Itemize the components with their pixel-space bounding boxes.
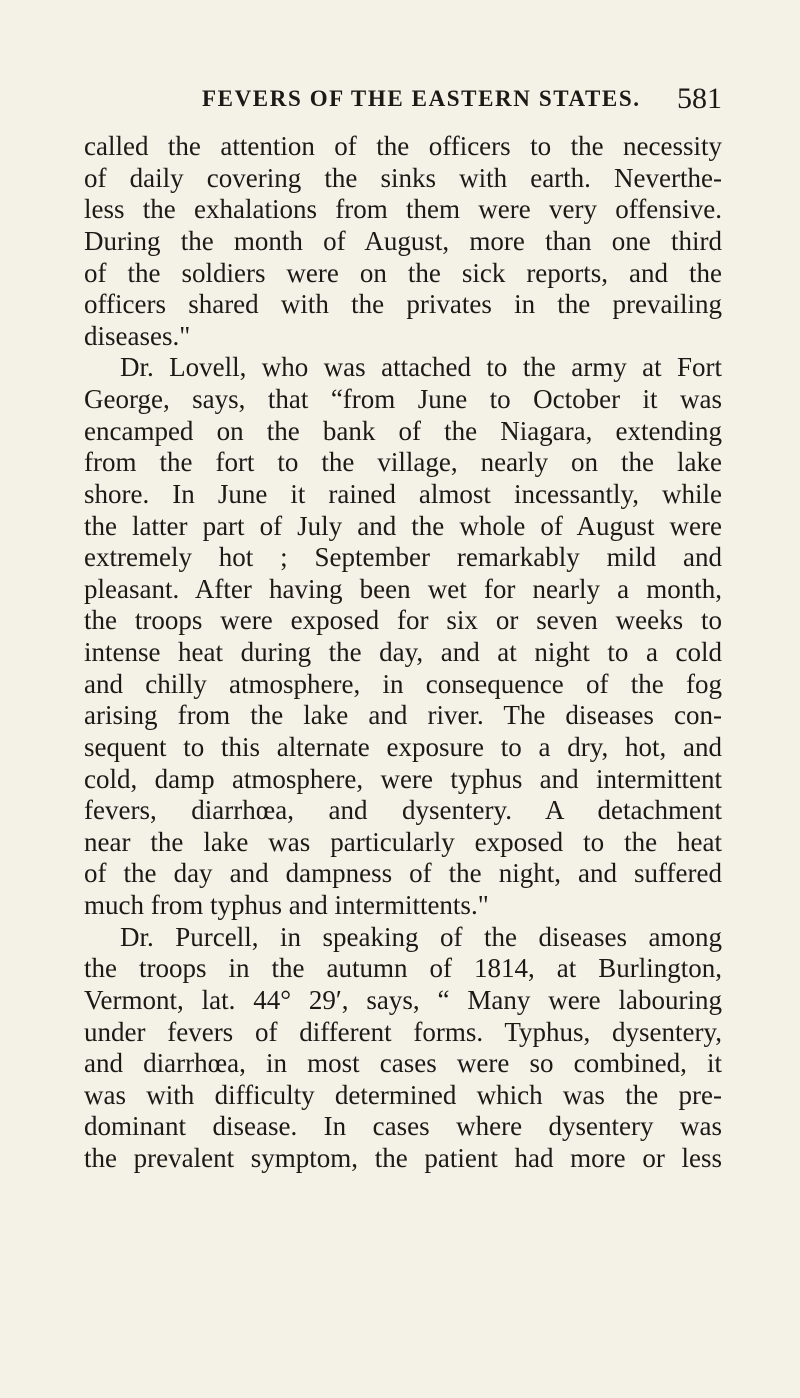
- text-line: the latter part of July and the whole of August were: [84, 510, 722, 541]
- text-line: officers shared with the privates in the prevailing: [84, 289, 722, 320]
- text-line: sequent to this alternate exposure to a dry, hot, and: [84, 731, 722, 762]
- text-line: George, says, that “from June to October it was: [84, 384, 722, 414]
- text-line: from the fort to the village, nearly on the lake: [84, 447, 722, 478]
- text-line: under fevers of different forms. Typhus, dysentery,: [84, 1016, 722, 1047]
- text-line: intense heat during the day, and at night to a cold: [84, 637, 722, 667]
- text-line: the troops were exposed for six or seven weeks to: [84, 605, 722, 636]
- text-line: During the month of August, more than one third: [84, 225, 722, 256]
- text-line: fevers, diarrhœa, and dysentery. A detachment: [84, 795, 722, 826]
- text-line: was with difficulty determined which was the pre-: [84, 1079, 722, 1110]
- running-title: FEVERS OF THE EASTERN STATES.: [202, 86, 641, 111]
- text-line: of daily covering the sinks with earth. Neverthe-: [84, 162, 722, 193]
- body-text: [84, 131, 722, 1175]
- text-line: extremely hot ; September remarkably mild and: [84, 542, 722, 573]
- page-number: 581: [677, 82, 722, 115]
- running-head: [202, 82, 722, 122]
- text-line: pleasant. After having been wet for nearly a month,: [84, 573, 722, 604]
- text-line: near the lake was particularly exposed to the heat: [84, 826, 722, 857]
- text-line: much from typhus and intermittents.": [84, 890, 489, 920]
- text-line: Dr. Purcell, in speaking of the diseases among: [120, 921, 722, 952]
- text-line: arising from the lake and river. The diseases con-: [84, 700, 722, 731]
- text-line: and chilly atmosphere, in consequence of the fog: [84, 668, 722, 699]
- text-line: Vermont, lat. 44° 29′, says, “ Many were labouring: [84, 984, 722, 1015]
- text-line: shore. In June it rained almost incessantly, while: [84, 478, 722, 509]
- text-line: and diarrhœa, in most cases were so combined, it: [84, 1048, 722, 1079]
- text-line: the prevalent symptom, the patient had more or less: [84, 1143, 722, 1173]
- text-line: Dr. Lovell, who was attached to the army at Fort: [120, 352, 722, 383]
- text-line: dominant disease. In cases where dysentery was: [84, 1111, 722, 1142]
- text-line: less the exhalations from them were very offensive.: [84, 194, 722, 225]
- text-line: diseases.": [84, 320, 191, 351]
- text-line: of the soldiers were on the sick reports, and the: [84, 257, 722, 288]
- text-line: encamped on the bank of the Niagara, extending: [84, 415, 722, 446]
- text-line: called the attention of the officers to the necessity: [84, 131, 722, 161]
- text-line: cold, damp atmosphere, were typhus and intermittent: [84, 763, 722, 794]
- text-line: the troops in the autumn of 1814, at Burlington,: [84, 953, 722, 984]
- text-line: of the day and dampness of the night, and suffered: [84, 858, 722, 889]
